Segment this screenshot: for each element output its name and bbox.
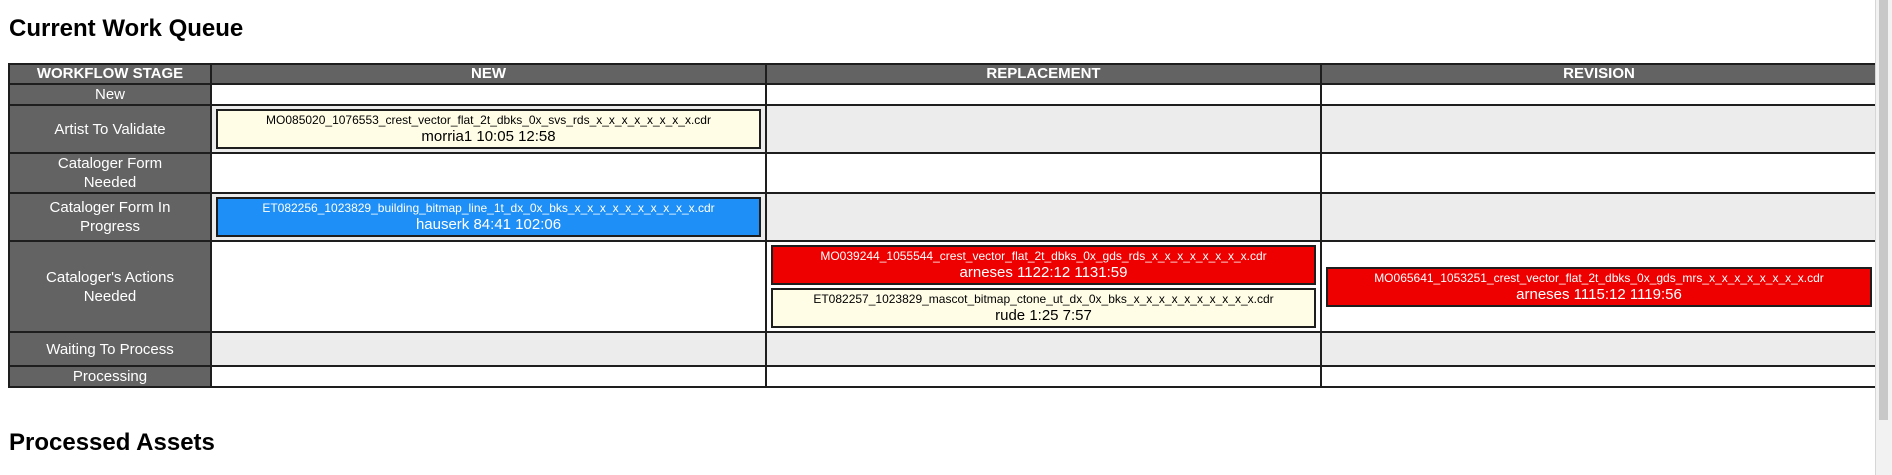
queue-cell-new: [211, 84, 766, 105]
stage-cell: [9, 332, 211, 366]
stage-label: Artist To Validate: [54, 120, 166, 138]
queue-row: [9, 366, 1877, 387]
asset-card[interactable]: [771, 245, 1316, 285]
queue-cell-revision: [1321, 153, 1877, 193]
vertical-scrollbar[interactable]: [1875, 0, 1892, 475]
asset-card[interactable]: [216, 197, 761, 237]
asset-card[interactable]: [771, 288, 1316, 328]
stage-label: New: [94, 86, 125, 103]
asset-filename: MO065641_1053251_crest_vector_flat_2t_dbks_0x_gds_mrs_x_x_x_x_x_x_x_x.cdr: [1374, 270, 1824, 285]
asset-filename: ET082257_1023829_mascot_bitmap_ctone_ut_dx_0x_bks_x_x_x_x_x_x_x_x_x_x.cdr: [813, 292, 1274, 306]
queue-cell-new: [211, 153, 766, 193]
column-header-new: NEW: [211, 64, 766, 84]
queue-cell-replacement: [766, 332, 1321, 366]
scrollbar-thumb[interactable]: [1879, 0, 1888, 420]
asset-assignee-times: hauserk 84:41 102:06: [415, 216, 562, 233]
stage-label: Waiting To Process: [46, 340, 174, 358]
column-header-stage: WORKFLOW STAGE: [9, 64, 211, 84]
asset-assignee-times: arneses 1122:12 1131:59: [959, 264, 1128, 281]
stage-label: Cataloger's Actions Needed: [46, 268, 174, 305]
asset-filename: ET082256_1023829_building_bitmap_line_1t_dx_0x_bks_x_x_x_x_x_x_x_x_x_x.cdr: [262, 201, 715, 215]
stage-cell: [9, 241, 211, 332]
queue-cell-revision: [1321, 332, 1877, 366]
queue-row: [9, 105, 1877, 153]
asset-assignee-times: arneses 1115:12 1119:56: [1516, 285, 1682, 303]
queue-cell-new: [211, 105, 766, 153]
queue-cell-new: [211, 241, 766, 332]
queue-cell-replacement: [766, 366, 1321, 387]
asset-card[interactable]: [1326, 267, 1872, 307]
column-header-replacement: REPLACEMENT: [766, 64, 1321, 84]
queue-cell-revision: [1321, 84, 1877, 105]
queue-cell-replacement: [766, 241, 1321, 332]
queue-cell-replacement: [766, 84, 1321, 105]
asset-card[interactable]: [216, 109, 761, 149]
queue-cell-new: [211, 366, 766, 387]
queue-cell-revision: [1321, 105, 1877, 153]
queue-row: [9, 84, 1877, 105]
queue-cell-new: [211, 332, 766, 366]
asset-assignee-times: rude 1:25 7:57: [995, 307, 1092, 324]
table-header-row: [9, 64, 1877, 84]
column-header-revision: REVISION: [1321, 64, 1877, 84]
stage-cell: [9, 105, 211, 153]
queue-row: [9, 193, 1877, 241]
stage-cell: [9, 153, 211, 193]
stage-label: Cataloger Form Needed: [57, 155, 163, 191]
stage-cell: [9, 84, 211, 105]
queue-cell-revision: [1321, 241, 1877, 332]
queue-cell-replacement: [766, 193, 1321, 241]
stage-cell: [9, 366, 211, 387]
stage-label: Processing: [72, 368, 148, 385]
stage-cell: [9, 193, 211, 241]
asset-assignee-times: morria1 10:05 12:58: [421, 128, 556, 145]
queue-cell-replacement: [766, 153, 1321, 193]
work-queue-table: [8, 63, 1878, 388]
queue-cell-revision: [1321, 366, 1877, 387]
asset-filename: MO085020_1076553_crest_vector_flat_2t_dbks_0x_svs_rds_x_x_x_x_x_x_x_x.cdr: [266, 113, 711, 127]
queue-cell-new: [211, 193, 766, 241]
queue-cell-revision: [1321, 193, 1877, 241]
queue-row: [9, 241, 1877, 332]
asset-filename: MO039244_1055544_crest_vector_flat_2t_dbks_0x_gds_rds_x_x_x_x_x_x_x_x.cdr: [820, 249, 1267, 263]
queue-cell-replacement: [766, 105, 1321, 153]
queue-row: [9, 153, 1877, 193]
queue-row: [9, 332, 1877, 366]
page-title: Current Work Queue: [9, 15, 244, 42]
stage-label: Cataloger Form In Progress: [49, 199, 171, 235]
processed-assets-title: Processed Assets: [9, 429, 215, 456]
